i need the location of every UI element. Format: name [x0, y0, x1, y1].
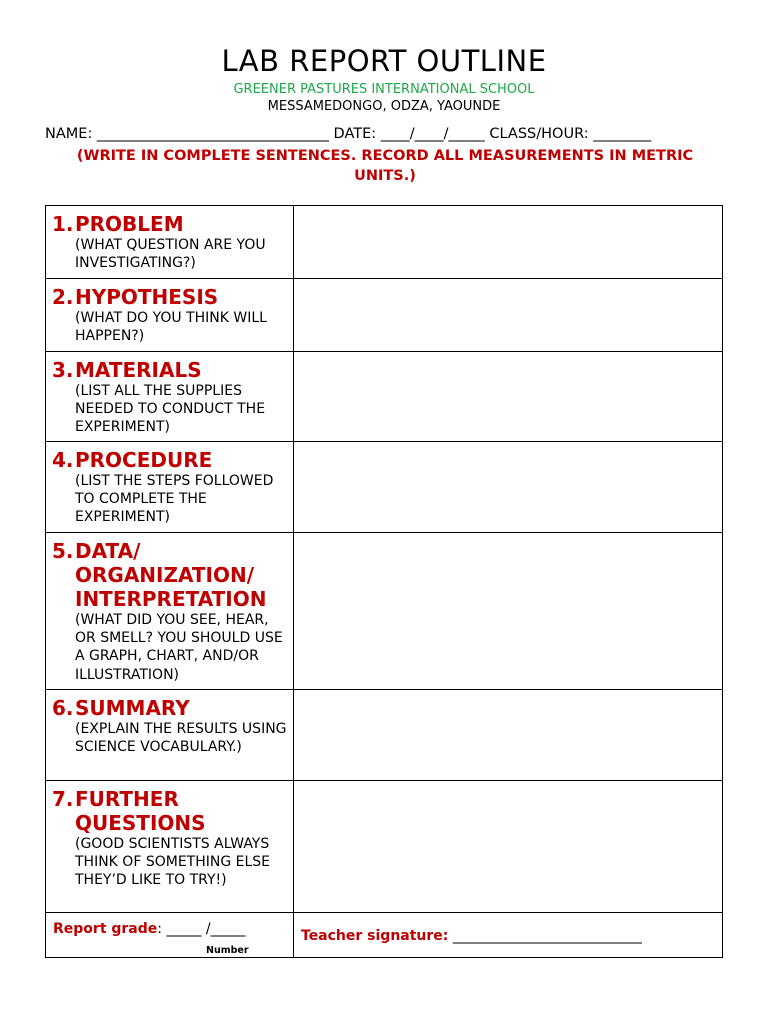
step-number: 1.: [52, 212, 74, 236]
step-number: 4.: [52, 448, 74, 472]
step-number: 6.: [52, 696, 74, 720]
answer-cell[interactable]: [294, 279, 723, 352]
step-title: DATA/ ORGANIZATION/ INTERPRETATION: [75, 539, 267, 611]
step-description: (LIST THE STEPS FOLLOWED TO COMPLETE THE EXPERIMENT): [75, 473, 274, 526]
teacher-signature-blank: ___________________________: [448, 928, 642, 944]
step-description: (WHAT QUESTION ARE YOU INVESTIGATING?): [75, 237, 266, 272]
step-description: (LIST ALL THE SUPPLIES NEEDED TO CONDUCT THE EXPERIMENT): [75, 383, 266, 436]
step-title: FURTHER QUESTIONS: [75, 787, 206, 835]
step-description: (WHAT DO YOU THINK WILL HAPPEN?): [75, 310, 267, 345]
step-title: PROCEDURE: [75, 448, 213, 472]
name-date-class-line: NAME: ________________________________ DATE: ____/____/_____ CLASS/HOUR: ________: [45, 126, 652, 142]
step-title: PROBLEM: [75, 212, 184, 236]
step-row: [46, 279, 723, 352]
step-title: SUMMARY: [75, 696, 190, 720]
step-row: [46, 352, 723, 442]
step-row: [46, 690, 723, 781]
step-description: (WHAT DID YOU SEE, HEAR, OR SMELL? YOU SHOULD USE A GRAPH, CHART, AND/OR ILLUSTRATION): [75, 612, 283, 683]
school-name: GREENER PASTURES INTERNATIONAL SCHOOL: [233, 82, 535, 97]
step-number: 2.: [52, 285, 74, 309]
step-row: [46, 533, 723, 690]
answer-cell[interactable]: [294, 690, 723, 781]
step-description: (GOOD SCIENTISTS ALWAYS THINK OF SOMETHING ELSE THEY’D LIKE TO TRY!): [75, 836, 271, 889]
answer-cell[interactable]: [294, 352, 723, 442]
answer-cell[interactable]: [294, 206, 723, 279]
step-title: MATERIALS: [75, 358, 202, 382]
school-address: MESSAMEDONGO, ODZA, YAOUNDE: [267, 99, 501, 114]
step-number: 7.: [52, 787, 74, 811]
answer-cell[interactable]: [294, 442, 723, 533]
step-number: 5.: [52, 539, 74, 563]
teacher-signature-label: Teacher signature:: [301, 928, 449, 944]
step-row: [46, 442, 723, 533]
instruction-text: (WRITE IN COMPLETE SENTENCES. RECORD ALL MEASUREMENTS IN METRIC UNITS.): [76, 148, 694, 184]
answer-cell[interactable]: [294, 533, 723, 690]
step-row: [46, 206, 723, 279]
footer-row: [46, 913, 723, 958]
teacher-signature-cell[interactable]: [294, 913, 723, 958]
outline-table: [45, 205, 723, 958]
step-title: HYPOTHESIS: [75, 285, 219, 309]
answer-cell[interactable]: [294, 781, 723, 913]
step-row: [46, 781, 723, 913]
document-title: LAB REPORT OUTLINE: [221, 44, 547, 78]
step-description: (EXPLAIN THE RESULTS USING SCIENCE VOCABULARY.): [75, 721, 287, 756]
report-grade-blank: : _____ /_____: [157, 921, 246, 937]
report-grade-label: Report grade: [53, 921, 158, 937]
number-label: Number: [206, 945, 249, 956]
step-number: 3.: [52, 358, 74, 382]
report-grade-cell[interactable]: [46, 913, 294, 958]
